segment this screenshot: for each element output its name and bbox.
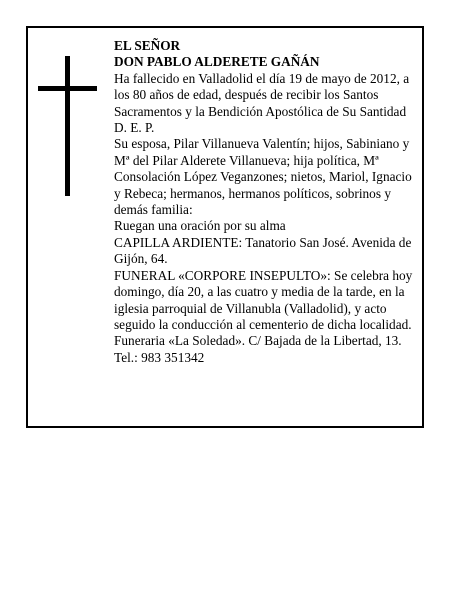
chapel-info: CAPILLA ARDIENTE: Tanatorio San José. Avenida de Gijón, 64.: [114, 234, 412, 267]
funeral-home-info: Funeraria «La Soledad». C/ Bajada de la Libertad, 13. Tel.: 983 351342: [114, 333, 402, 365]
notice-title-line1: EL SEÑOR: [114, 38, 181, 53]
obituary-text: [114, 38, 420, 366]
cross-vertical-bar: [65, 56, 70, 196]
funeral-info: FUNERAL «CORPORE INSEPULTO»: Se celebra hoy domingo, día 20, a las cuatro y media de la tarde, en la iglesia parroquial de Villanubla (Valladolid), y acto seguido la conducción al cementerio de dicha localidad.: [114, 267, 413, 332]
deceased-name: DON PABLO ALDERETE GAÑÁN: [114, 54, 320, 70]
family-list: Su esposa, Pilar Villanueva Valentín; hijos, Sabiniano y Mª del Pilar Alderete Villanueva; hija política, Mª Consolación López Veganzones; nietos, Mariol, Ignacio y Rebeca; hermanos, hermanos políticos, sobrinos y demás familia:: [114, 136, 412, 218]
death-announcement: Ha fallecido en Valladolid el día 19 de mayo de 2012, a los 80 años de edad, después de recibir los Santos Sacramentos y la Bendición Apostólica de Su Santidad D. E. P.: [114, 70, 410, 136]
cross-icon: [38, 56, 98, 196]
cross-horizontal-bar: [38, 86, 97, 91]
prayer-request: Ruegan una oración por su alma: [114, 218, 286, 234]
